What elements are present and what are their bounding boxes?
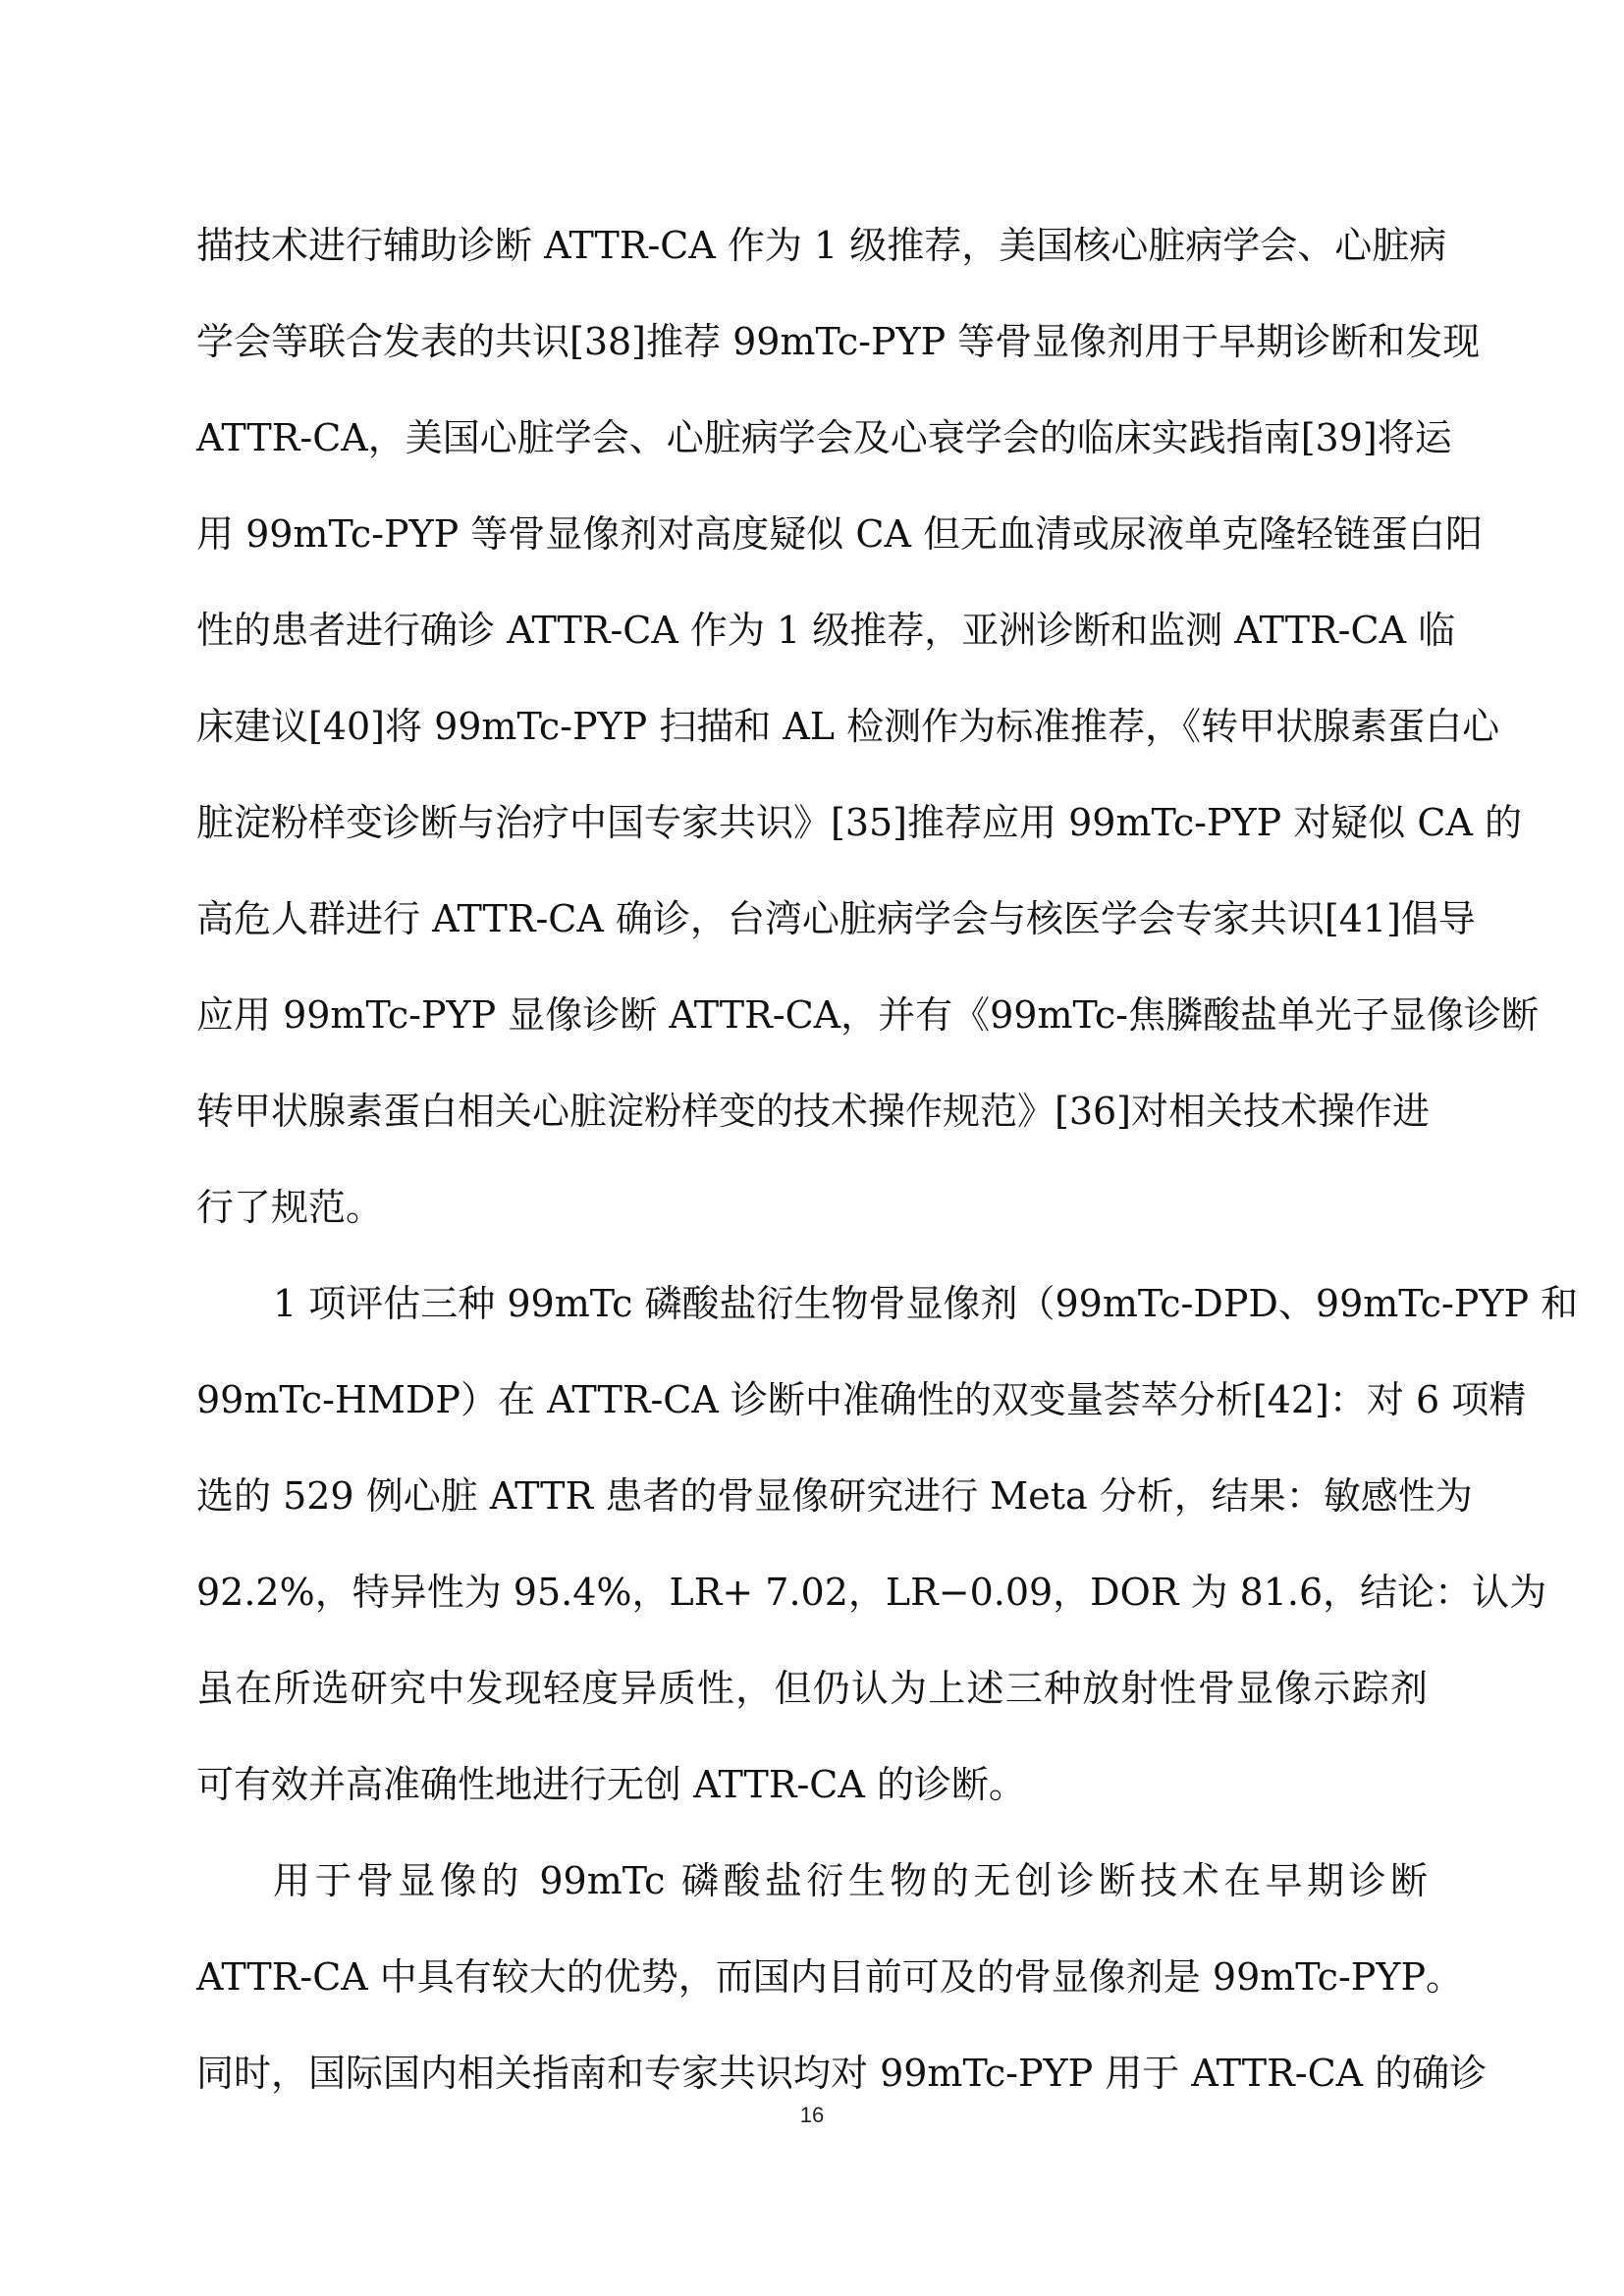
text-line: 行了规范。 [196,1186,384,1229]
text-line: 床建议[40]将 99mTc-PYP 扫描和 AL 检测作为标准推荐，《转甲状腺素蛋白心 [196,705,1500,748]
text-line: 用于骨显像的 99mTc 磷酸盐衍生物的无创诊断技术在早期诊断 [273,1859,1428,1902]
text-line: 用 99mTc-PYP 等骨显像剂对高度疑似 CA 但无血清或尿液单克隆轻链蛋白阳 [196,512,1483,556]
text-line: 应用 99mTc-PYP 显像诊断 ATTR-CA，并有《99mTc-焦膦酸盐单光子显像诊断 [196,993,1540,1037]
text-line: 虽在所选研究中发现轻度异质性，但仍认为上述三种放射性骨显像示踪剂 [196,1667,1428,1710]
text-line: 选的 529 例心脏 ATTR 患者的骨显像研究进行 Meta 分析，结果：敏感性为 [196,1474,1473,1518]
text-line: 99mTc-HMDP）在 ATTR-CA 诊断中准确性的双变量荟萃分析[42]：对 6 项精 [196,1378,1527,1421]
text-line: 描技术进行辅助诊断 ATTR-CA 作为 1 级推荐，美国核心脏病学会、心脏病 [196,224,1447,267]
text-line: 学会等联合发表的共识[38]推荐 99mTc-PYP 等骨显像剂用于早期诊断和发现 [196,320,1481,363]
text-line: 可有效并高准确性地进行无创 ATTR-CA 的诊断。 [196,1763,1026,1806]
text-line: 转甲状腺素蛋白相关心脏淀粉样变的技术操作规范》[36]对相关技术操作进 [196,1090,1431,1133]
text-line: ATTR-CA 中具有较大的优势，而国内目前可及的骨显像剂是 99mTc-PYP。 [196,1955,1464,1999]
text-line: 高危人群进行 ATTR-CA 确诊，台湾心脏病学会与核医学会专家共识[41]倡导 [196,897,1476,940]
text-line: 同时，国际国内相关指南和专家共识均对 99mTc-PYP 用于 ATTR-CA 的确诊 [196,2052,1488,2095]
page-number: 16 [799,2103,825,2127]
text-line: 脏淀粉样变诊断与治疗中国专家共识》[35]推荐应用 99mTc-PYP 对疑似 CA 的 [196,801,1522,844]
text-line: 性的患者进行确诊 ATTR-CA 作为 1 级推荐，亚洲诊断和监测 ATTR-CA 临 [196,609,1456,652]
text-line: 1 项评估三种 99mTc 磷酸盐衍生物骨显像剂（99mTc-DPD、99mTc-PYP 和 [273,1282,1579,1325]
text-line: ATTR-CA，美国心脏学会、心脏病学会及心衰学会的临床实践指南[39]将运 [196,416,1452,459]
text-line: 92.2%，特异性为 95.4%，LR+ 7.02，LR−0.09，DOR 为 81.6，结论：认为 [196,1571,1547,1614]
